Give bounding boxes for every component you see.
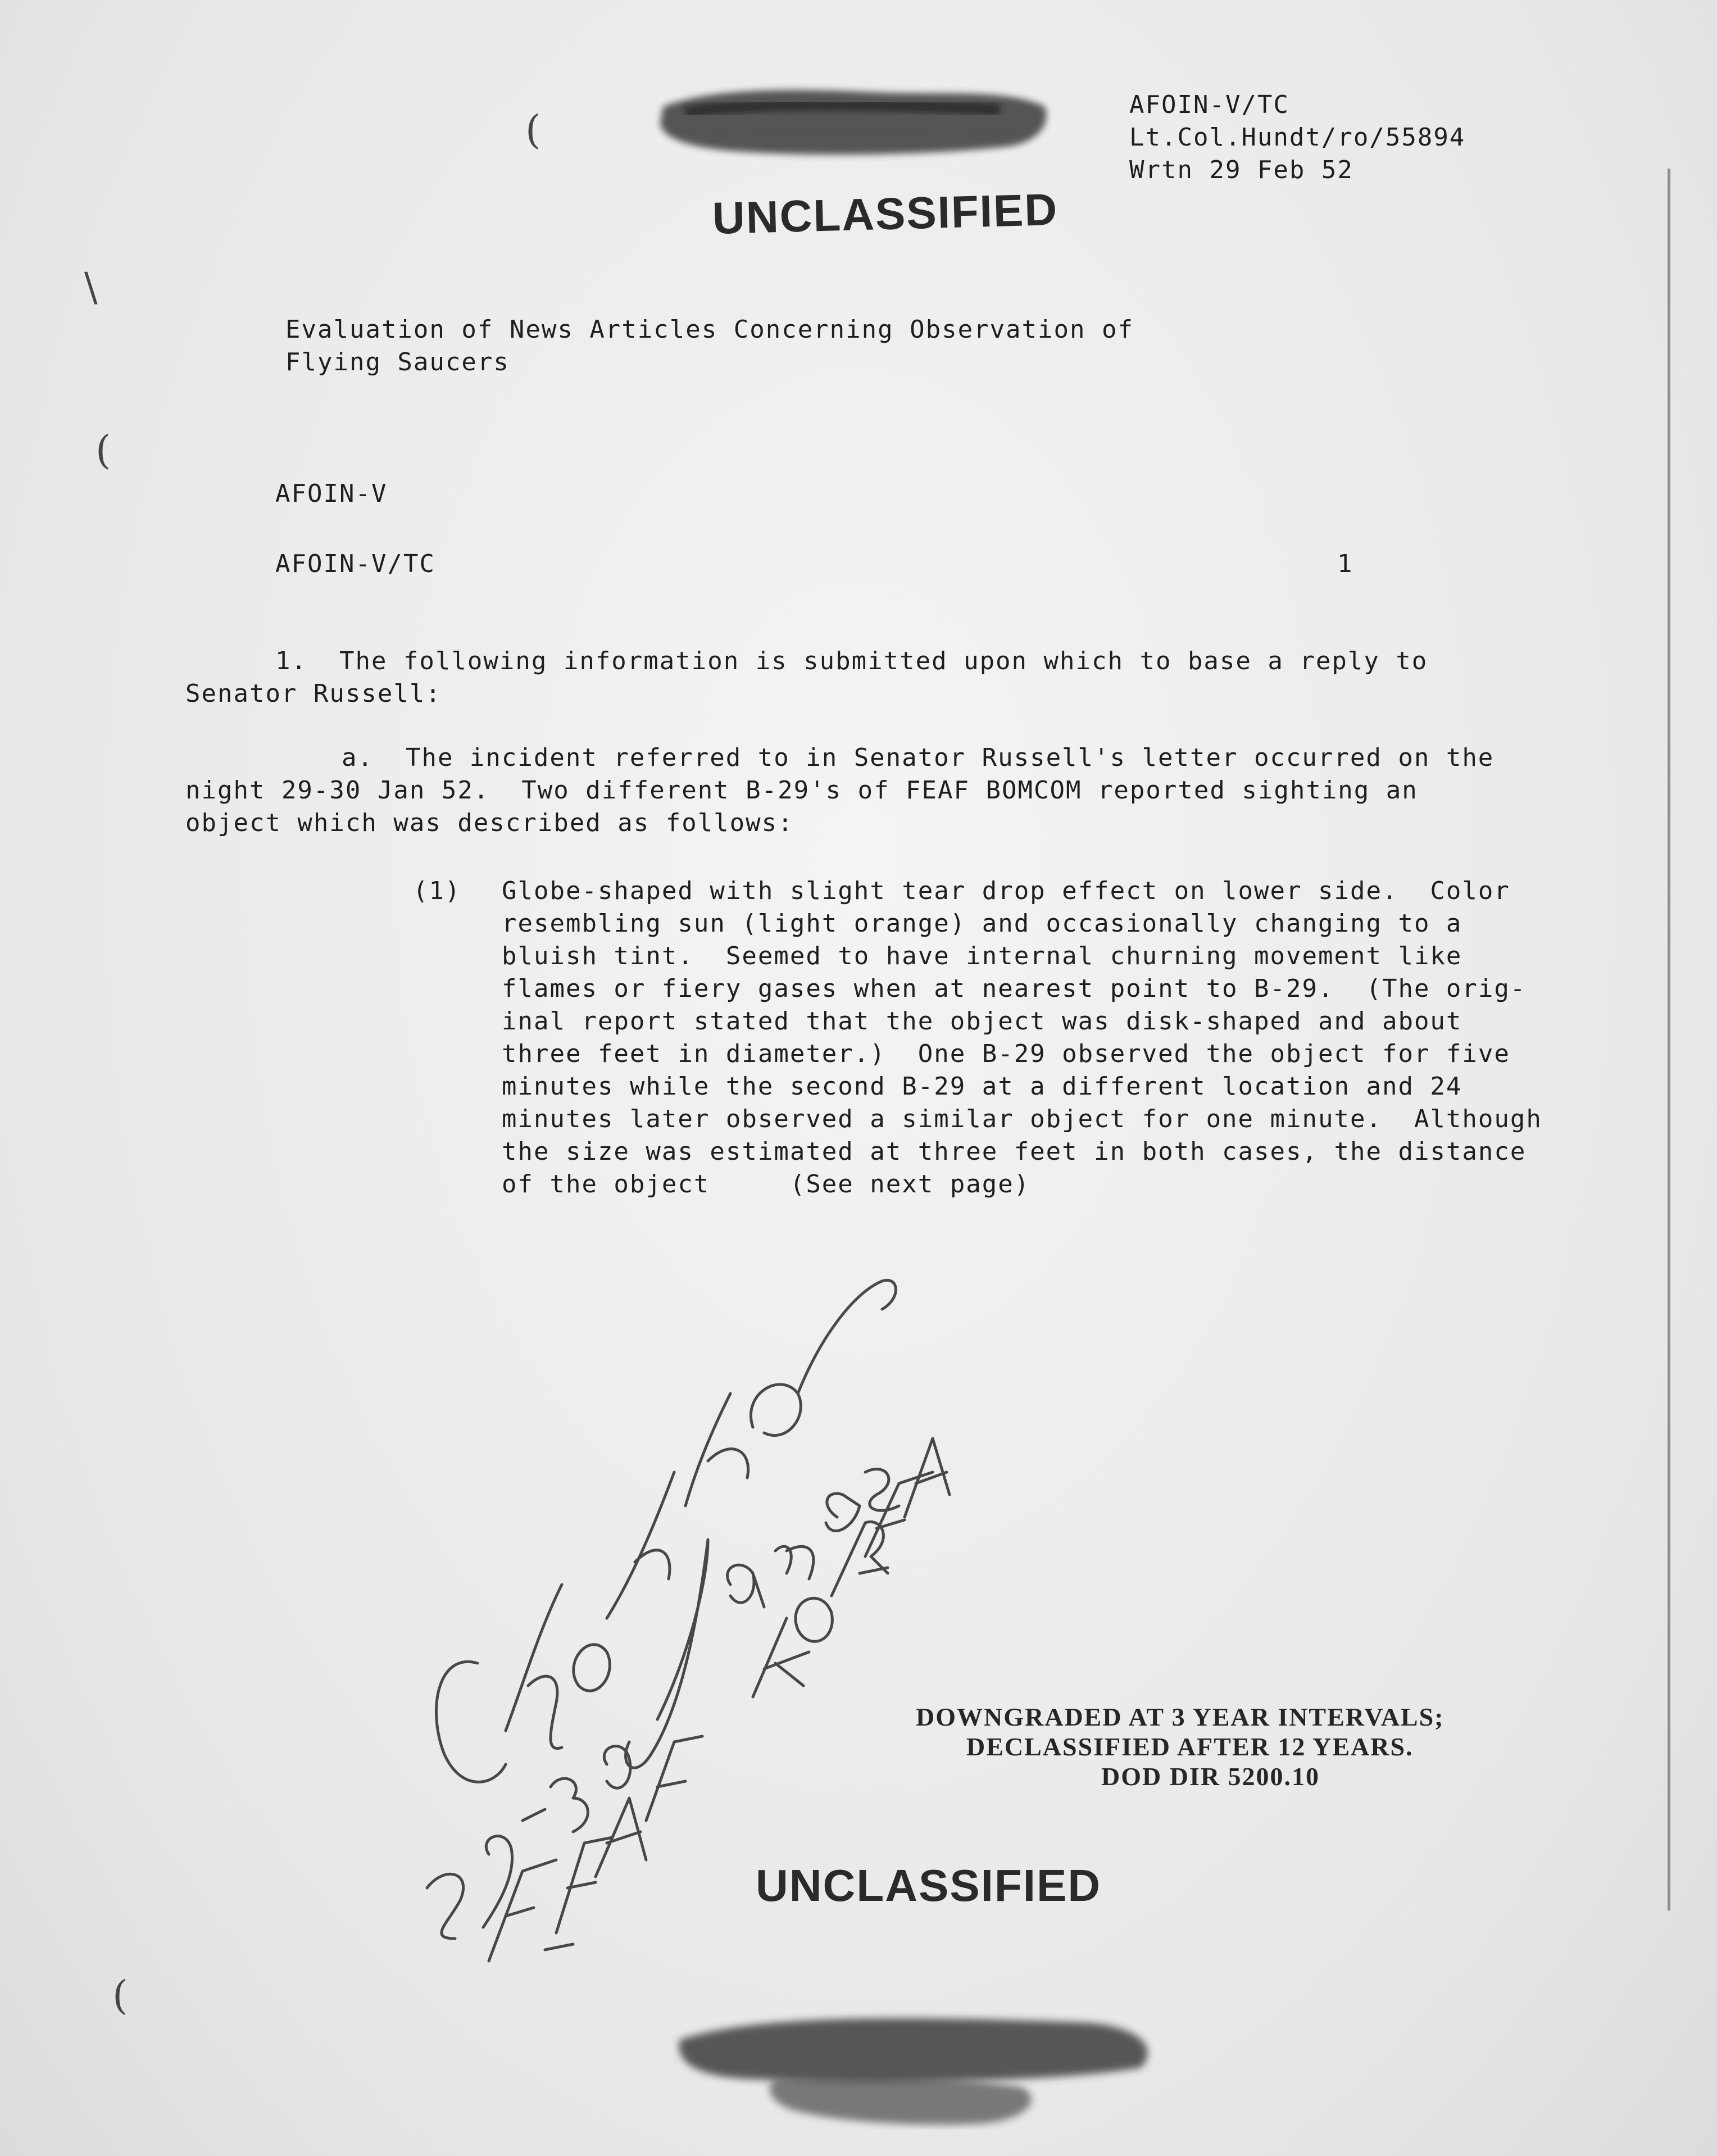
subject-line-1: Evaluation of News Articles Concerning Observation of — [285, 315, 1134, 344]
redaction-smudge-top — [652, 67, 1056, 169]
item-1-label: (1) — [413, 877, 461, 905]
item-1-line: bluish tint. Seemed to have internal churning movement like — [502, 942, 1462, 970]
item-1-line: the size was estimated at three feet in both cases, the distance — [502, 1137, 1527, 1166]
office-symbol: AFOIN-V/TC — [1129, 90, 1289, 119]
paragraph-a-line-1: a. The incident referred to in Senator Russell's letter occurred on the — [342, 743, 1495, 772]
margin-mark-left-2: ( — [96, 427, 111, 473]
author-line: Lt.Col.Hundt/ro/55894 — [1129, 123, 1466, 152]
item-1-line: resembling sun (light orange) and occasionally changing to a — [502, 909, 1462, 938]
handwritten-annotation — [393, 1225, 983, 1967]
routing-from: AFOIN-V/TC — [275, 550, 435, 578]
item-1-line: minutes while the second B-29 at a different location and 24 — [502, 1072, 1462, 1101]
routing-to: AFOIN-V — [275, 479, 388, 508]
page-edge-line — [1668, 169, 1670, 1910]
classification-stamp-top: UNCLASSIFIED — [711, 184, 1059, 244]
downgrade-stamp-line-2: DECLASSIFIED AFTER 12 YEARS. — [966, 1732, 1414, 1761]
item-1-line: inal report stated that the object was disk-shaped and about — [502, 1007, 1462, 1036]
item-1-line: Globe-shaped with slight tear drop effect on lower side. Color — [502, 877, 1510, 905]
downgrade-stamp-line-3: DOD DIR 5200.10 — [1101, 1762, 1320, 1791]
paragraph-1-line-2: Senator Russell: — [185, 679, 442, 708]
redaction-smudge-bottom — [663, 1989, 1169, 2130]
margin-mark-top: ( — [525, 107, 541, 153]
item-1-line: flames or fiery gases when at nearest point to B-29. (The orig- — [502, 974, 1527, 1003]
downgrade-stamp-line-1: DOWNGRADED AT 3 YEAR INTERVALS; — [916, 1703, 1445, 1731]
margin-mark-left-3: ( — [112, 1972, 128, 2018]
paragraph-a-line-3: object which was described as follows: — [185, 809, 794, 837]
item-1-line: three feet in diameter.) One B-29 observed the object for five — [502, 1040, 1510, 1068]
margin-mark-left-1: \ — [84, 264, 98, 310]
item-1-line: minutes later observed a similar object for one minute. Although — [502, 1105, 1542, 1133]
item-1-line: of the object (See next page) — [502, 1170, 1030, 1199]
subject-line-2: Flying Saucers — [285, 348, 510, 376]
comment-number: 1 — [1337, 550, 1353, 578]
paragraph-a-line-2: night 29-30 Jan 52. Two different B-29's of FEAF BOMCOM reported sighting an — [185, 776, 1418, 805]
written-date: Wrtn 29 Feb 52 — [1129, 156, 1353, 184]
paragraph-1-line-1: 1. The following information is submitted upon which to base a reply to — [275, 647, 1428, 675]
classification-stamp-bottom: UNCLASSIFIED — [756, 1860, 1102, 1910]
